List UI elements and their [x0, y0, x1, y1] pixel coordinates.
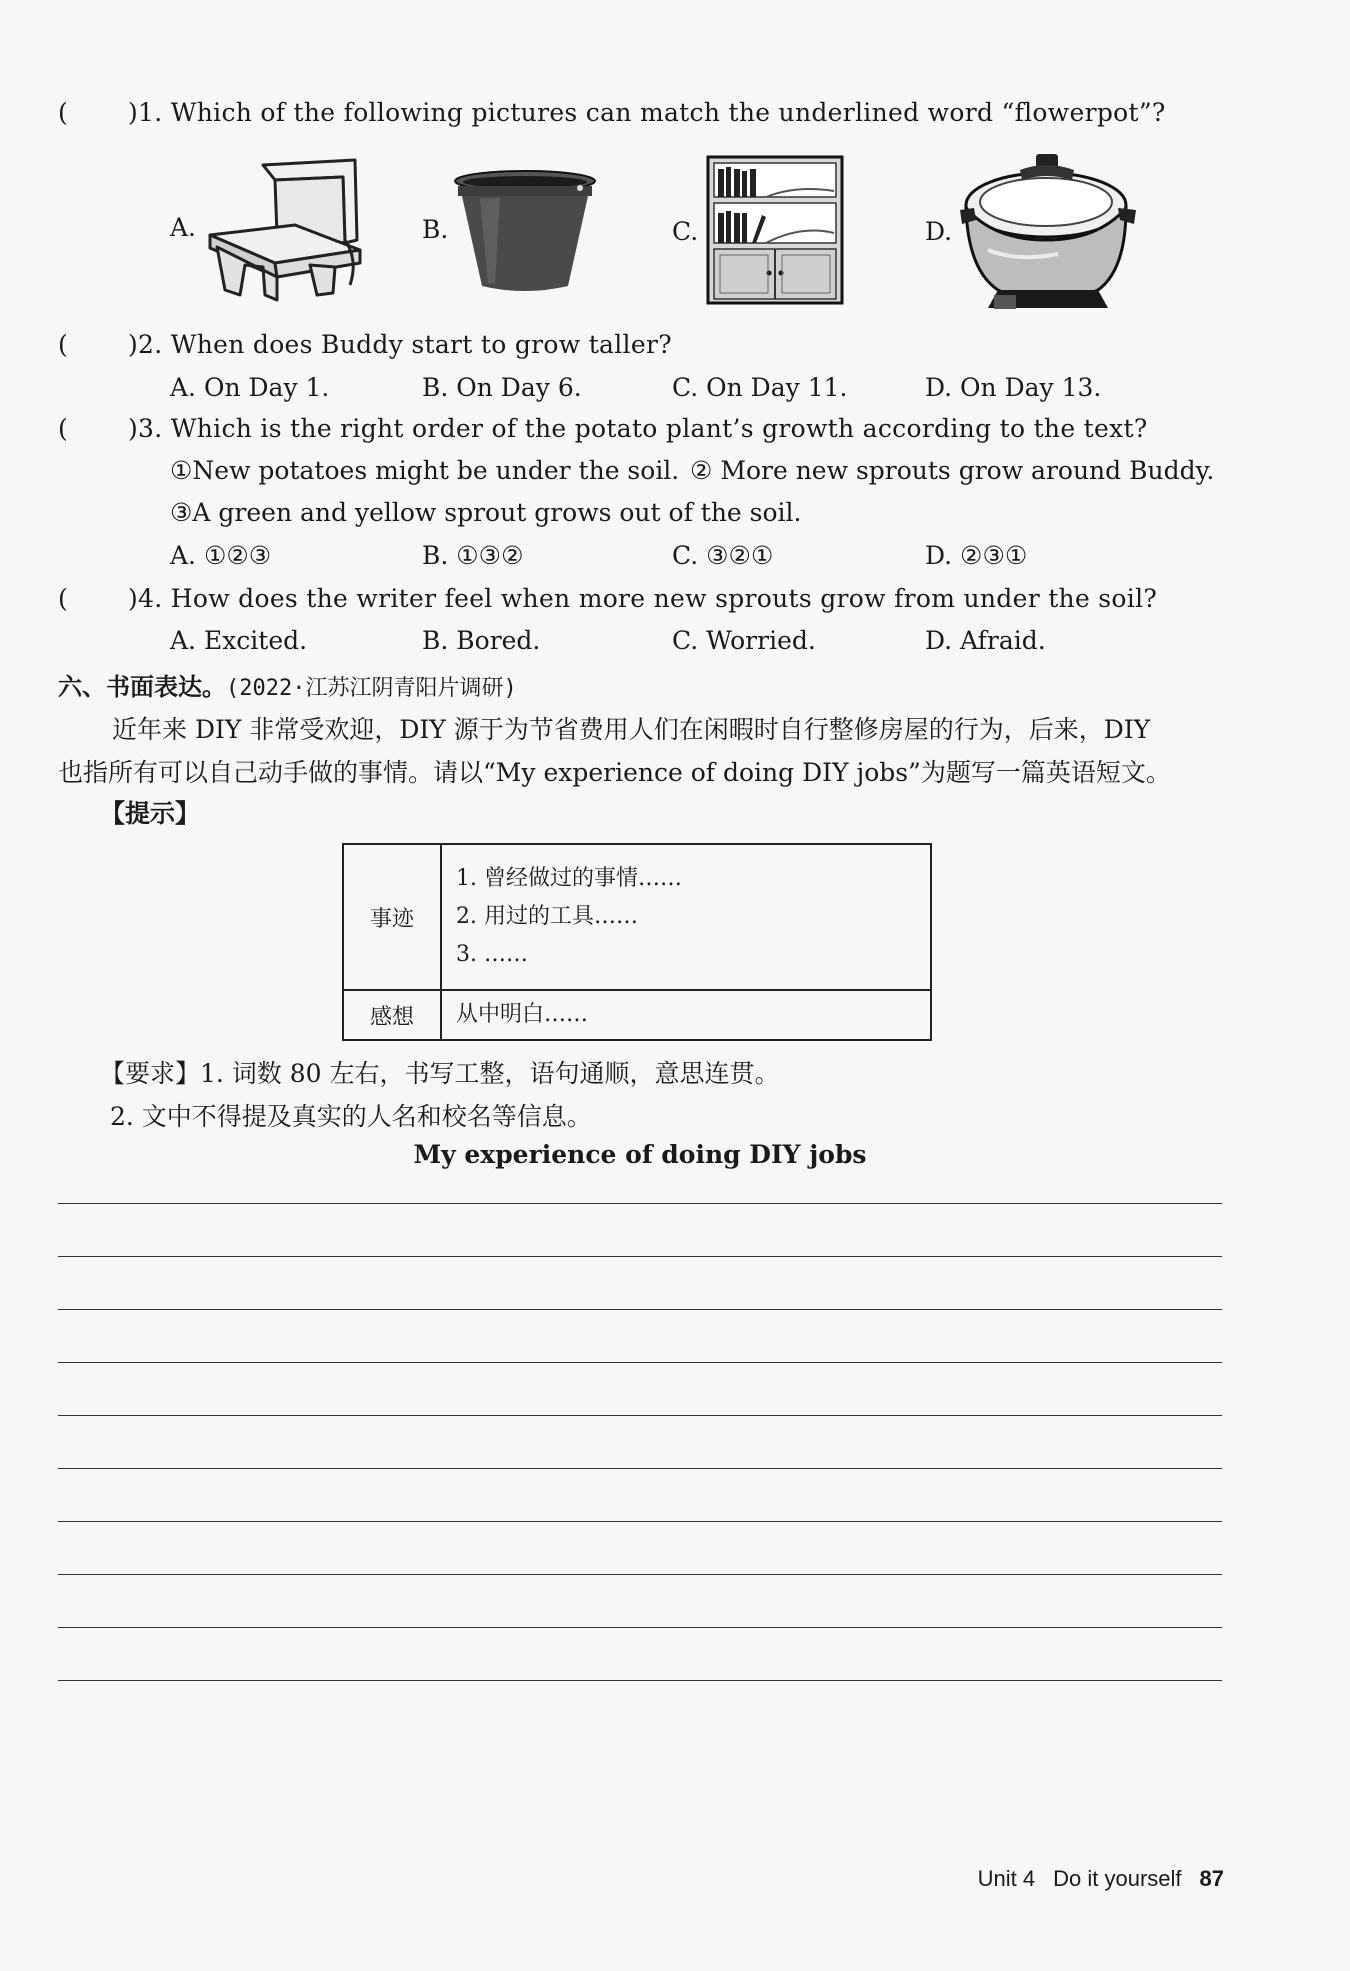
- option-b: B. ①③②: [422, 541, 524, 570]
- requirements-line-1: 【要求】1. 词数 80 左右，书写工整，语句通顺，意思连贯。: [100, 1059, 780, 1088]
- section-heading: [58, 667, 517, 702]
- picture-option-label: B.: [422, 215, 449, 244]
- question-text: Which is the right order of the potato plant’s growth according to the text?: [170, 414, 1148, 443]
- writing-line[interactable]: [58, 1362, 1222, 1363]
- intro-line-1: 近年来 DIY 非常受欢迎，DIY 源于为节省费用人们在闲暇时自行整修房屋的行为，后来，DIY: [112, 715, 1151, 744]
- picture-option-label: A.: [170, 213, 197, 242]
- hint-table: [342, 843, 932, 1041]
- picture-option-label: C.: [672, 217, 699, 246]
- option-c: C. ③②①: [672, 541, 774, 570]
- option-c: C. Worried.: [672, 626, 816, 655]
- question-number: )1.: [128, 98, 163, 127]
- writing-line[interactable]: [58, 1574, 1222, 1575]
- option-b: B. On Day 6.: [422, 373, 582, 402]
- hint-label: 【提示】: [100, 799, 201, 828]
- question-text: How does the writer feel when more new sprouts grow from under the soil?: [170, 584, 1158, 613]
- writing-line[interactable]: [58, 1627, 1222, 1628]
- statement-3: ③A green and yellow sprout grows out of the soil.: [170, 498, 802, 527]
- question-4: [128, 584, 1157, 613]
- cooking-pot-icon: [958, 150, 1140, 315]
- statement-2: ② More new sprouts grow around Buddy.: [690, 456, 1215, 485]
- question-number: )2.: [128, 330, 163, 359]
- writing-line[interactable]: [58, 1203, 1222, 1204]
- page-footer: [978, 1866, 1224, 1892]
- writing-line[interactable]: [58, 1680, 1222, 1681]
- writing-line[interactable]: [58, 1468, 1222, 1469]
- option-a: A. ①②③: [170, 541, 272, 570]
- table-item: 2. 用过的工具……: [456, 904, 638, 929]
- answer-paren-1: (: [58, 98, 68, 127]
- answer-paren-3: (: [58, 414, 68, 443]
- answer-paren-2: (: [58, 330, 68, 359]
- question-text: Which of the following pictures can match the underlined word “flowerpot”?: [170, 98, 1166, 127]
- table-item: 1. 曾经做过的事情……: [456, 866, 682, 891]
- bookshelf-icon: [706, 155, 844, 307]
- question-number: )3.: [128, 414, 163, 443]
- flowerpot-icon: [450, 168, 600, 296]
- statement-1: ①New potatoes might be under the soil.: [170, 456, 680, 485]
- writing-line[interactable]: [58, 1256, 1222, 1257]
- page-number: 87: [1199, 1866, 1224, 1891]
- table-header-deeds: 事迹: [343, 844, 441, 990]
- chair-icon: [205, 155, 365, 305]
- requirements-line-2: 2. 文中不得提及真实的人名和校名等信息。: [110, 1102, 592, 1131]
- option-a: A. On Day 1.: [170, 373, 330, 402]
- table-item: 3. ……: [456, 942, 528, 967]
- option-b: B. Bored.: [422, 626, 541, 655]
- answer-paren-4: (: [58, 584, 68, 613]
- question-1: [128, 98, 1166, 127]
- intro-line-2: 也指所有可以自己动手做的事情。请以“My experience of doing DIY jobs”为题写一篇英语短文。: [58, 758, 1171, 787]
- option-d: D. On Day 13.: [925, 373, 1102, 402]
- question-2: [128, 330, 672, 359]
- footer-unit-title: Do it yourself: [1053, 1866, 1182, 1891]
- question-3: [128, 414, 1148, 443]
- option-c: C. On Day 11.: [672, 373, 848, 402]
- writing-line[interactable]: [58, 1521, 1222, 1522]
- table-cell-deeds: [441, 844, 931, 990]
- section-title: 六、书面表达。: [58, 672, 226, 701]
- writing-line[interactable]: [58, 1415, 1222, 1416]
- option-a: A. Excited.: [170, 626, 308, 655]
- essay-title: My experience of doing DIY jobs: [413, 1140, 867, 1169]
- picture-option-label: D.: [925, 217, 953, 246]
- writing-line[interactable]: [58, 1309, 1222, 1310]
- option-d: D. ②③①: [925, 541, 1028, 570]
- question-number: )4.: [128, 584, 163, 613]
- question-text: When does Buddy start to grow taller?: [170, 330, 672, 359]
- option-d: D. Afraid.: [925, 626, 1046, 655]
- section-source: (2022·江苏江阴青阳片调研): [226, 676, 517, 701]
- table-header-reflection: 感想: [343, 990, 441, 1040]
- footer-unit: Unit 4: [977, 1866, 1036, 1891]
- table-cell-reflection: 从中明白……: [441, 990, 931, 1040]
